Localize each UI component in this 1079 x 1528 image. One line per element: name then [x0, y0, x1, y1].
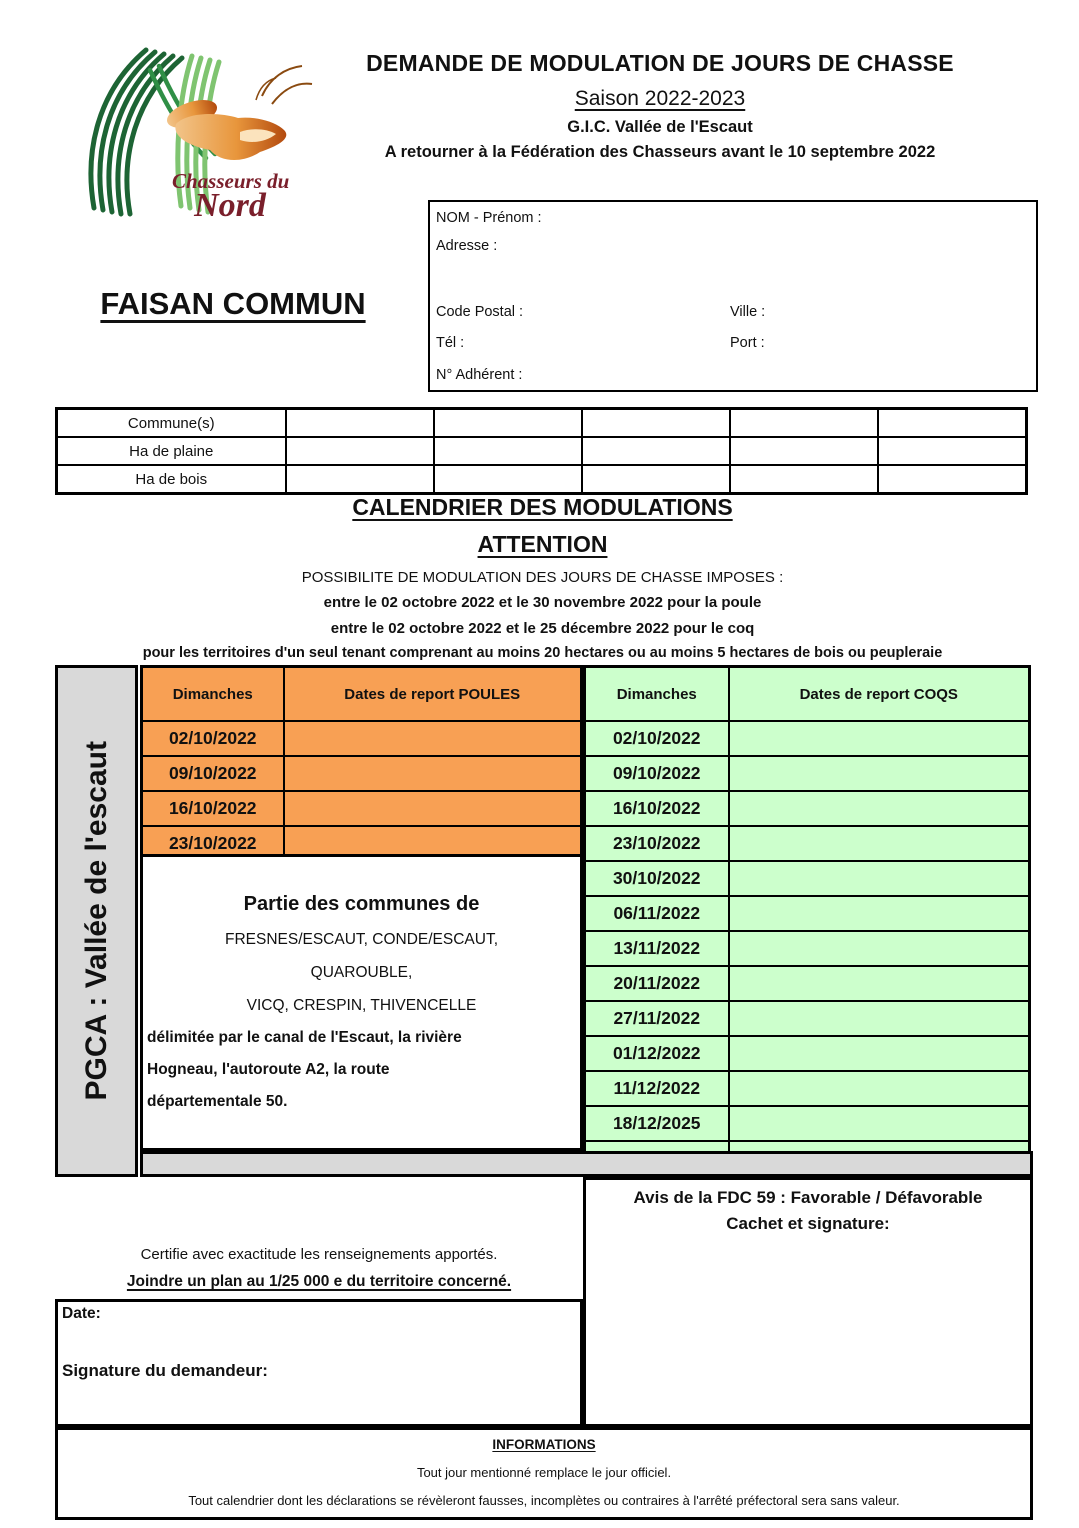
table-row [585, 826, 1030, 861]
period-coq-note: entre le 02 octobre 2022 et le 25 décembre 2022 pour le coq [330, 620, 755, 637]
gic-name: G.I.C. Vallée de l'Escaut [567, 118, 753, 136]
boundary-line: délimitée par le canal de l'Escaut, la rivière [147, 1029, 462, 1046]
mobile-field-label[interactable]: Port : [730, 335, 765, 351]
coq-report-cell[interactable] [729, 931, 1030, 966]
poule-sunday-date: 02/10/2022 [142, 721, 284, 756]
ha-bois-cell[interactable] [878, 465, 1027, 494]
coq-report-cell[interactable] [729, 1036, 1030, 1071]
poules-calendar-table [140, 665, 583, 863]
table-row [57, 465, 1027, 494]
informations-title: INFORMATIONS [492, 1437, 596, 1452]
possibility-note: POSSIBILITE DE MODULATION DES JOURS DE CHASSE IMPOSES : [301, 569, 784, 586]
date-field-label[interactable]: Date: [62, 1305, 101, 1322]
date-signature-box [55, 1299, 583, 1427]
commune-cell[interactable] [878, 409, 1027, 438]
informations-box [55, 1427, 1033, 1520]
return-instruction: A retourner à la Fédération des Chasseurs avant le 10 septembre 2022 [384, 143, 936, 161]
coq-report-cell[interactable] [729, 1001, 1030, 1036]
table-row [585, 966, 1030, 1001]
species-title: FAISAN COMMUN [100, 286, 366, 321]
ha-plaine-cell[interactable] [730, 437, 878, 465]
communes-description-block [140, 854, 583, 1151]
coq-sunday-date: 02/10/2022 [585, 721, 729, 756]
coq-sunday-date: 30/10/2022 [585, 861, 729, 896]
ha-plaine-cell[interactable] [878, 437, 1027, 465]
fdc-opinion-label: Avis de la FDC 59 : Favorable / Défavorable [633, 1188, 983, 1207]
calendar-bottom-strip [140, 1151, 1033, 1177]
coq-report-cell[interactable] [729, 756, 1030, 791]
coq-sunday-date: 06/11/2022 [585, 896, 729, 931]
communes-block-title: Partie des communes de [243, 893, 480, 915]
logo-text-chasseurs-du: Chasseurs du [172, 169, 290, 193]
commune-cell[interactable] [286, 409, 434, 438]
poules-dimanches-header: Dimanches [142, 667, 284, 722]
coqs-dimanches-header: Dimanches [585, 667, 729, 722]
coq-sunday-date: 23/10/2022 [585, 826, 729, 861]
table-row [585, 756, 1030, 791]
coq-report-cell[interactable] [729, 896, 1030, 931]
table-row [142, 756, 582, 791]
table-row [585, 1106, 1030, 1141]
ha-bois-cell[interactable] [582, 465, 730, 494]
coq-sunday-date: 01/12/2022 [585, 1036, 729, 1071]
signature-field-label[interactable]: Signature du demandeur: [62, 1361, 268, 1380]
coq-report-cell[interactable] [729, 1071, 1030, 1106]
coqs-calendar-table [583, 665, 1031, 1178]
member-number-field-label[interactable]: N° Adhérent : [436, 367, 523, 383]
period-poule-note: entre le 02 octobre 2022 et le 30 novembre 2022 pour la poule [323, 594, 762, 611]
coq-sunday-date: 27/11/2022 [585, 1001, 729, 1036]
address-field-label[interactable]: Adresse : [436, 238, 498, 254]
postal-field-label[interactable]: Code Postal : [436, 304, 524, 320]
commune-cell[interactable] [434, 409, 582, 438]
row-label-communes: Commune(s) [57, 409, 286, 438]
table-row [585, 1036, 1030, 1071]
coq-sunday-date: 09/10/2022 [585, 756, 729, 791]
coq-report-cell[interactable] [729, 1106, 1030, 1141]
row-label-ha-plaine: Ha de plaine [57, 437, 286, 465]
table-row [585, 861, 1030, 896]
territory-size-note: pour les territoires d'un seul tenant comprenant au moins 20 hectares ou au moins 5 hectares de bois ou peupleraie [142, 645, 943, 661]
ha-bois-cell[interactable] [434, 465, 582, 494]
poule-report-cell[interactable] [284, 756, 582, 791]
info-line-validity: Tout calendrier dont les déclarations se révèleront fausses, incomplètes ou contraires à l'arrêté préfectoral sera sans valeur. [188, 1493, 900, 1508]
applicant-info-box [428, 200, 1038, 392]
ha-bois-cell[interactable] [730, 465, 878, 494]
ha-plaine-cell[interactable] [582, 437, 730, 465]
poule-report-cell[interactable] [284, 721, 582, 756]
coq-sunday-date: 18/12/2025 [585, 1106, 729, 1141]
info-line-official: Tout jour mentionné remplace le jour officiel. [416, 1465, 672, 1480]
coq-report-cell[interactable] [729, 861, 1030, 896]
table-row [585, 896, 1030, 931]
communes-line: FRESNES/ESCAUT, CONDE/ESCAUT, [224, 931, 499, 948]
ha-bois-cell[interactable] [286, 465, 434, 494]
table-row [142, 791, 582, 826]
coq-sunday-date: 13/11/2022 [585, 931, 729, 966]
table-row [585, 931, 1030, 966]
coq-report-cell[interactable] [729, 966, 1030, 1001]
poule-sunday-date: 16/10/2022 [142, 791, 284, 826]
tel-field-label[interactable]: Tél : [436, 335, 465, 351]
logo-text-nord: Nord [194, 187, 266, 221]
communes-line: VICQ, CRESPIN, THIVENCELLE [246, 997, 477, 1014]
coq-report-cell[interactable] [729, 721, 1030, 756]
table-row [142, 721, 582, 756]
logo-green-stripes-dark [91, 50, 182, 214]
coq-report-cell[interactable] [729, 791, 1030, 826]
document-title: DEMANDE DE MODULATION DE JOURS DE CHASSE [366, 50, 954, 76]
attention-heading: ATTENTION [477, 531, 608, 557]
commune-cell[interactable] [582, 409, 730, 438]
pgca-sidebar-label: PGCA : Vallée de l'escaut [79, 741, 113, 1101]
fdc-opinion-box [583, 1177, 1033, 1427]
document-header [320, 50, 1000, 162]
poule-report-cell[interactable] [284, 791, 582, 826]
coq-report-cell[interactable] [729, 826, 1030, 861]
row-label-ha-bois: Ha de bois [57, 465, 286, 494]
pgca-sidebar [55, 665, 138, 1177]
table-row [585, 1001, 1030, 1036]
coq-sunday-date: 11/12/2022 [585, 1071, 729, 1106]
poule-sunday-date: 09/10/2022 [142, 756, 284, 791]
coq-sunday-date: 20/11/2022 [585, 966, 729, 1001]
communes-line: QUAROUBLE, [310, 964, 413, 981]
table-row [585, 1071, 1030, 1106]
certification-block [55, 1246, 583, 1291]
poules-report-header: Dates de report POULES [284, 667, 582, 722]
ha-plaine-cell[interactable] [434, 437, 582, 465]
logo-graphic [80, 36, 320, 221]
territory-table [55, 407, 1028, 495]
coqs-report-header: Dates de report COQS [729, 667, 1030, 722]
calendar-title: CALENDRIER DES MODULATIONS [352, 494, 733, 520]
poule-sunday-date: 23/10/2022 [142, 826, 284, 862]
attach-plan-note: Joindre un plan au 1/25 000 e du territoire concerné. [126, 1273, 512, 1290]
table-row [57, 409, 1027, 438]
table-row [57, 437, 1027, 465]
boundary-line: Hogneau, l'autoroute A2, la route [147, 1061, 390, 1078]
certify-statement: Certifie avec exactitude les renseignements apportés. [140, 1246, 498, 1263]
coq-sunday-date: 16/10/2022 [585, 791, 729, 826]
name-field-label[interactable]: NOM - Prénom : [436, 210, 542, 226]
stamp-signature-label[interactable]: Cachet et signature: [726, 1214, 890, 1233]
boundary-line: départementale 50. [147, 1093, 288, 1110]
commune-cell[interactable] [730, 409, 878, 438]
city-field-label[interactable]: Ville : [730, 304, 766, 320]
chasseurs-du-nord-logo [80, 36, 320, 221]
season-subtitle: Saison 2022-2023 [574, 87, 746, 110]
table-row [585, 791, 1030, 826]
table-row [585, 721, 1030, 756]
ha-plaine-cell[interactable] [286, 437, 434, 465]
